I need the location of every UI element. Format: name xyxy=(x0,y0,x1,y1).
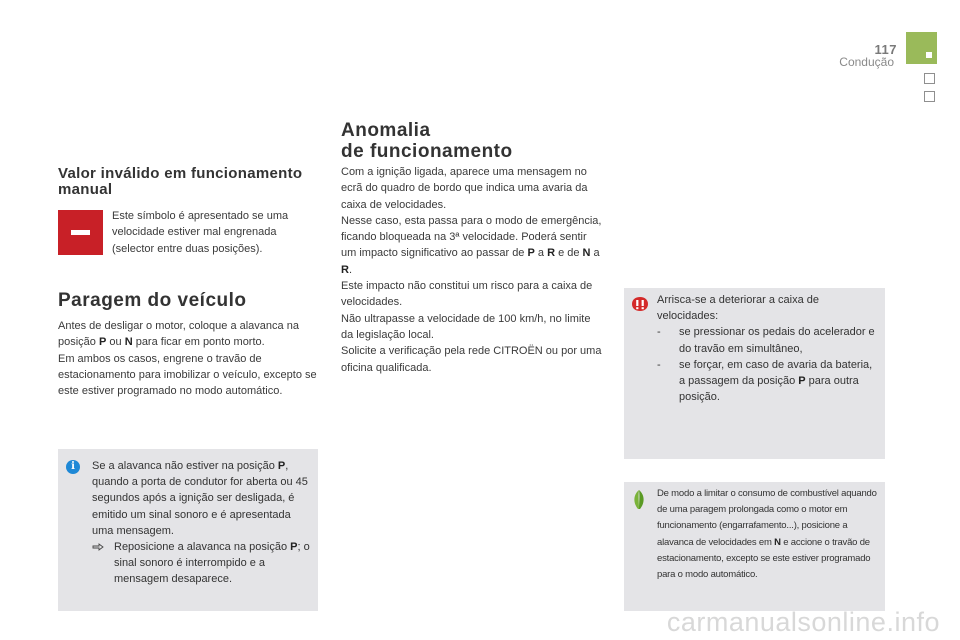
invalid-value-heading: Valor inválido em funcionamento manual xyxy=(58,165,303,198)
chapter-tab-active[interactable] xyxy=(906,32,937,64)
warning-note-item: - se pressionar os pedais do acelerador e do travão em simultâneo, xyxy=(657,326,875,355)
warning-icon xyxy=(631,296,649,313)
parking-heading: Paragem do veículo xyxy=(58,290,247,311)
section-title: Condução xyxy=(839,55,894,69)
fault-heading: Anomalia de funcionamento xyxy=(341,120,513,162)
warning-note-text: Arrisca-se a deteriorar a caixa de velocidades: - se pressionar os pedais do acelerador e do travão em simultâneo, - se forçar, em caso de avaria da bateria, a passagem da posição P para outra posição. xyxy=(657,292,879,405)
eco-leaf-icon xyxy=(632,489,646,511)
watermark: carmanualsonline.info xyxy=(666,607,940,637)
eco-note-box xyxy=(624,482,885,611)
warning-note-item: - se forçar, em caso de avaria da bateria, a passagem da posição P para outra posição. xyxy=(657,358,873,404)
chapter-tab[interactable] xyxy=(924,91,935,102)
invalid-value-text: Este símbolo é apresentado se uma velocidade estiver mal engrenada (selector entre duas posições). xyxy=(112,210,289,255)
page-number: 117 xyxy=(874,42,897,57)
invalid-gear-warning-icon xyxy=(58,210,103,255)
fault-text: Com a ignição ligada, aparece uma mensagem no ecrã do quadro de bordo que indica uma avaria da caixa de velocidades. Nesse caso, esta passa para o modo de emergência, ficando bloqueada na 3ª velocidade. Poderá sentir um impacto significativo ao passar de P a R e de N a R. Este impacto não constitui um risco para a caixa de velocidades. Não ultrapasse a velocidade de 100 km/h, no limite da legislação local. Solicite a verificação pela rede CITROËN ou por uma oficina qualificada. xyxy=(341,166,602,374)
eco-note-text: De modo a limitar o consumo de combustível aquando de uma paragem prolongada como o motor em funcionamento (engarrafamento...), posicione a alavanca de velocidades em N e accione o travão de estacionamento, excepto se este estiver programado para o modo automático. xyxy=(657,488,877,581)
tab-marker xyxy=(926,52,932,58)
chapter-tab[interactable] xyxy=(924,73,935,84)
warning-note-box xyxy=(624,288,885,459)
parking-text: Antes de desligar o motor, coloque a alavanca na posição P ou N para ficar em ponto morto. Em ambos os casos, engrene o travão de estacionamento para imobilizar o veículo, excepto se este estiver programado no modo automático. xyxy=(58,320,317,398)
info-note-text: Se a alavanca não estiver na posição P, quando a porta de condutor for aberta ou 45 segundos após a ignição ser desligada, é emitido um sinal sonoro e é apresentada uma mensagem. Reposicione a alavanca na posição P; o sinal sonoro é interrompido e a mensagem desaparece. xyxy=(92,458,314,588)
info-note-bullet: Reposicione a alavanca na posição P; o sinal sonoro é interrompido e a mensagem desaparece. xyxy=(92,539,314,588)
info-note-box xyxy=(58,449,318,611)
hand-pointer-bullet-icon xyxy=(92,539,114,588)
info-icon: i xyxy=(66,460,80,474)
